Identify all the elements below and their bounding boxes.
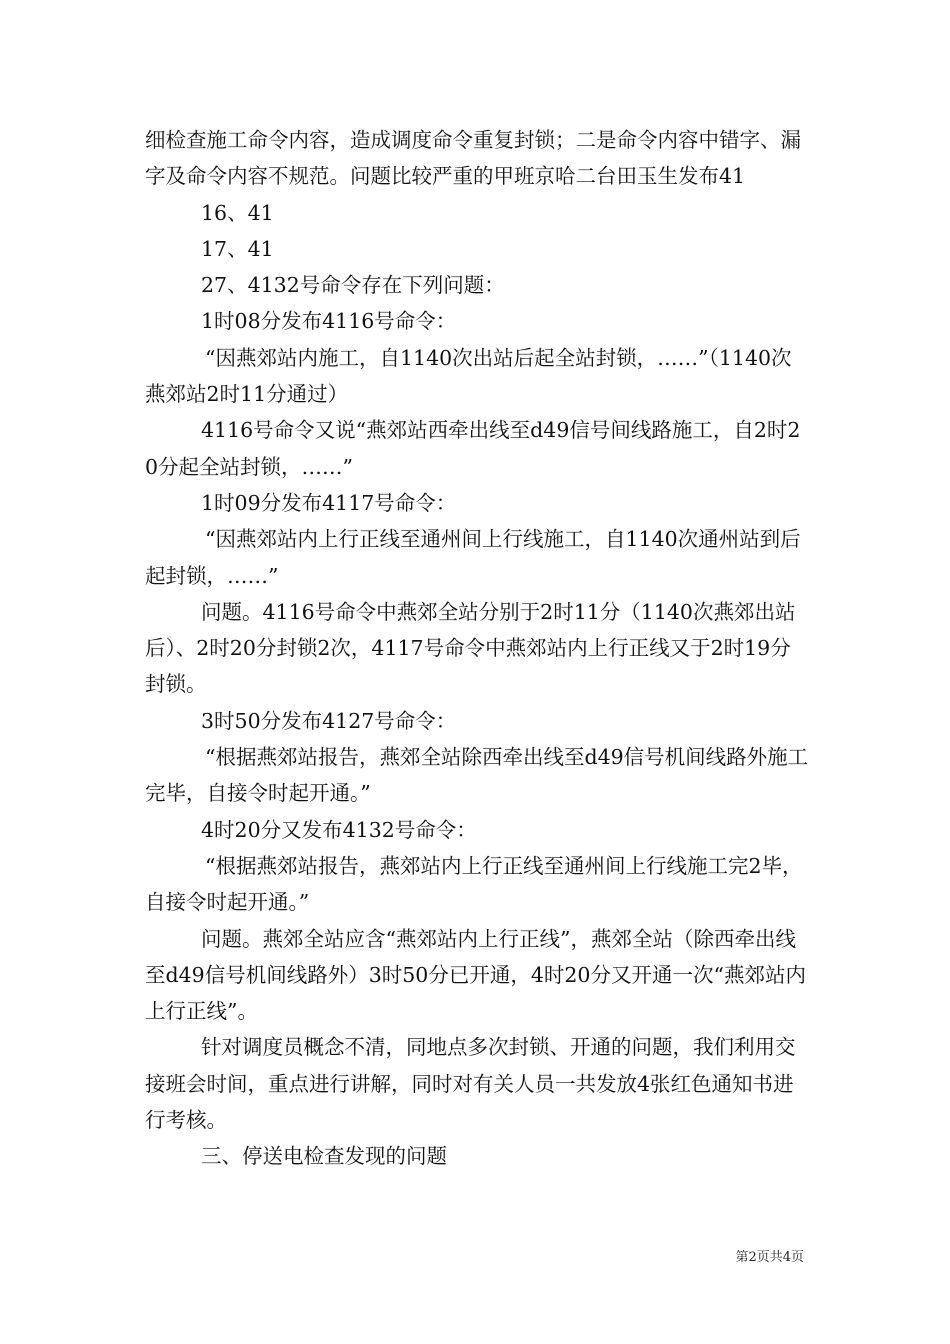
paragraph: “根据燕郊站报告，燕郊站内上行正线至通州间上行线施工完2毕，自接令时起开通。” <box>145 853 803 915</box>
paragraph: 细检查施工命令内容，造成调度命令重复封锁；二是命令内容中错字、漏字及命令内容不规范。问题比较严重的甲班京哈二台田玉生发布41 <box>145 128 801 189</box>
paragraph: 针对调度员概念不清，同地点多次封锁、开通的问题，我们利用交接班会时间，重点进行讲解，同时对有关人员一共发放4张红色通知书进行考核。 <box>145 1035 796 1133</box>
paragraph: 17、41 <box>201 236 274 261</box>
paragraph: 1时09分发布4117号命令： <box>201 490 457 515</box>
paragraph: 4时20分又发布4132号命令： <box>201 817 477 842</box>
paragraph: “因燕郊站内上行正线至通州间上行线施工，自1140次通州站到后起封锁，……” <box>145 527 801 588</box>
document-body <box>145 122 810 1175</box>
paragraph: 问题。燕郊全站应含“燕郊站内上行正线”，燕郊全站（除西牵出线至d49信号机间线路外）3时50分已开通，4时20分又开通一次“燕郊站内上行正线”。 <box>145 926 806 1024</box>
paragraph: 1时08分发布4116号命令： <box>201 309 457 334</box>
paragraph: 16、41 <box>201 200 274 225</box>
paragraph: 3时50分发布4127号命令： <box>201 708 457 733</box>
paragraph: “根据燕郊站报告，燕郊全站除西牵出线至d49信号机间线路外施工完毕，自接令时起开通。” <box>145 745 809 806</box>
paragraph: “因燕郊站内施工，自1140次出站后起全站封锁，……”（1140次燕郊站2时11分通过） <box>145 345 792 407</box>
page-number-footer: 第2页共4页 <box>735 1250 804 1265</box>
paragraph: 问题。4116号命令中燕郊全站分别于2时11分（1140次燕郊出站后）、2时20分封锁2次，4117号命令中燕郊站内上行正线又于2时19分封锁。 <box>145 599 796 697</box>
paragraph: 4116号命令又说“燕郊站西牵出线至d49信号间线路施工，自2时20分起全站封锁，……” <box>145 418 801 479</box>
section-heading: 三、停送电检查发现的问题 <box>201 1144 447 1169</box>
paragraph: 27、4132号命令存在下列问题： <box>201 273 505 298</box>
